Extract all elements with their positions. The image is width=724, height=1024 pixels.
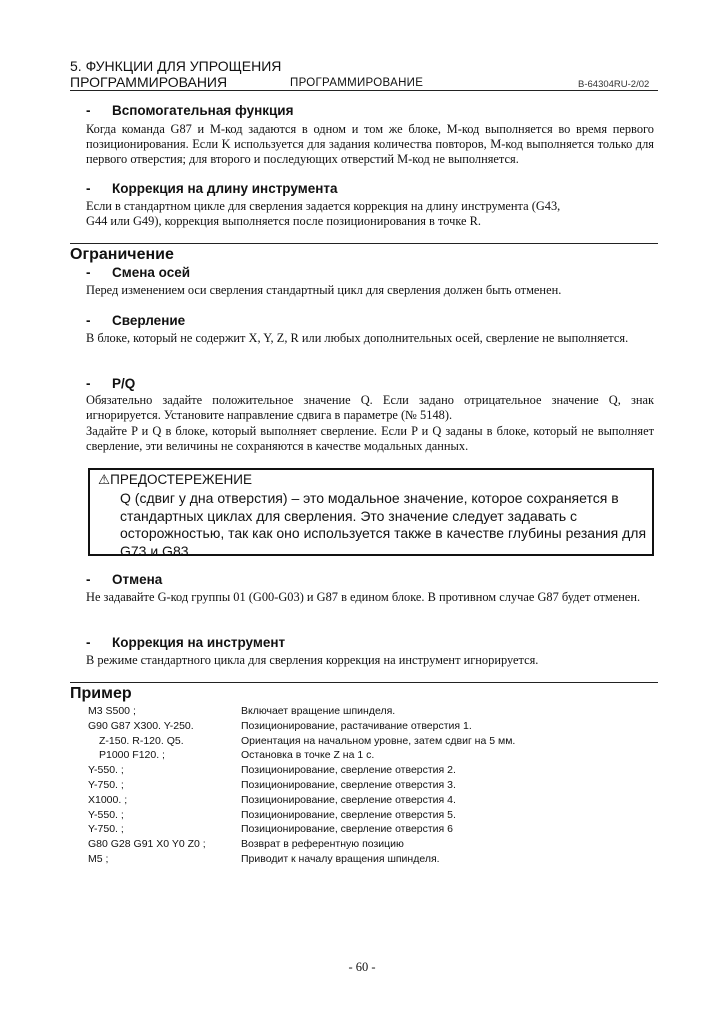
warning-triangle-icon: ⚠ — [98, 472, 111, 487]
header-divider — [70, 90, 658, 91]
drilling-text: В блоке, который не содержит X, Y, Z, R или любых дополнительных осей, сверление не выполняется. — [86, 331, 629, 345]
chapter-title — [70, 58, 281, 90]
section-header: ПРОГРАММИРОВАНИЕ — [290, 77, 424, 89]
axis-change-text: Перед изменением оси сверления стандартный цикл для сверления должен быть отменен. — [86, 283, 562, 297]
code-comment: Позиционирование, растачивание отверстия 1. — [241, 719, 472, 732]
code-line: Y-550. ; — [88, 764, 124, 777]
code-comment: Возврат в референтную позицию — [241, 838, 404, 851]
code-comment: Включает вращение шпинделя. — [241, 705, 396, 717]
code-line: G90 G87 X300. Y-250. — [88, 719, 194, 732]
pq-text-1: Обязательно задайте положительное значение Q. Если задано отрицательное значение Q, знак игнорируется. Установите направление сдвига в параметре (№ 5148). — [86, 393, 654, 422]
page-number: - 60 - — [348, 960, 376, 974]
chapter-title-line2: ПРОГРАММИРОВАНИЯ — [70, 74, 228, 90]
code-line: Y-550. ; — [88, 808, 124, 821]
code-line: Z-150. R-120. Q5. — [99, 734, 184, 747]
cancel-title: Отмена — [112, 572, 163, 587]
bullet-dash: - — [86, 265, 91, 280]
code-row — [88, 852, 588, 867]
code-row — [88, 778, 588, 793]
code-line: P1000 F120. ; — [99, 749, 165, 762]
aux-function-heading — [86, 103, 293, 118]
axis-change-title: Смена осей — [112, 265, 191, 280]
code-comment: Позиционирование, сверление отверстия 3. — [241, 778, 456, 791]
code-row — [88, 793, 588, 808]
bullet-dash: - — [86, 572, 91, 587]
code-row — [88, 822, 588, 837]
code-line: G80 G28 G91 X0 Y0 Z0 ; — [88, 838, 206, 851]
example-code-listing — [88, 704, 588, 867]
tool-length-heading — [86, 181, 337, 196]
drilling-title: Сверление — [112, 313, 186, 328]
drilling-heading — [86, 313, 185, 328]
aux-function-text: Когда команда G87 и M-код задаются в одном и том же блоке, M-код выполняется во время первого позиционирования. Если K используется для задания количества повторов, M-код выполняется только для первого отверстия; для второго и последующих отверстий M-код не выполняется. — [86, 122, 654, 166]
axis-change-heading — [86, 265, 190, 280]
pq-heading — [86, 376, 135, 391]
code-line: Y-750. ; — [88, 823, 124, 836]
bullet-dash: - — [86, 103, 91, 118]
caution-box — [88, 468, 654, 559]
caution-title: ПРЕДОСТЕРЕЖЕНИЕ — [110, 472, 252, 487]
code-row — [88, 704, 588, 719]
code-line: M3 S500 ; — [88, 705, 136, 717]
code-comment: Позиционирование, сверление отверстия 4. — [241, 793, 456, 806]
bullet-dash: - — [86, 635, 91, 650]
code-row — [88, 763, 588, 778]
bullet-dash: - — [86, 313, 91, 328]
bullet-dash: - — [86, 376, 91, 391]
cancel-text: Не задавайте G-код группы 01 (G00-G03) и G87 в едином блоке. В противном случае G87 будет отменен. — [86, 590, 641, 604]
code-row — [88, 748, 588, 763]
code-row — [88, 734, 588, 749]
code-row — [88, 808, 588, 823]
limitation-heading: Ограничение — [70, 246, 174, 263]
code-comment: Позиционирование, сверление отверстия 2. — [241, 764, 456, 777]
tool-comp-heading — [86, 635, 285, 650]
example-heading: Пример — [70, 685, 132, 702]
tool-length-text: Если в стандартном цикле для сверления задается коррекция на длину инструмента (G43, G44 или G49), коррекция выполняется после позиционирования в точке R. — [86, 199, 561, 228]
document-code: B-64304RU-2/02 — [578, 79, 650, 90]
tool-length-title: Коррекция на длину инструмента — [112, 181, 338, 196]
code-line: Y-750. ; — [88, 778, 124, 791]
bullet-dash: - — [86, 181, 91, 196]
chapter-title-line1: 5. ФУНКЦИИ ДЛЯ УПРОЩЕНИЯ — [70, 58, 282, 74]
pq-title: P/Q — [112, 376, 136, 391]
code-comment: Позиционирование, сверление отверстия 5. — [241, 808, 456, 821]
pq-text-2: Задайте P и Q в блоке, который выполняет сверление. Если P и Q заданы в блоке, который не выполняет сверление, эти величины не сохраняются в качестве модальных данных. — [86, 424, 654, 453]
section-divider — [70, 243, 658, 244]
code-line: M5 ; — [88, 852, 109, 865]
cancel-heading — [86, 572, 162, 587]
tool-comp-title: Коррекция на инструмент — [112, 635, 286, 650]
caution-header — [98, 472, 252, 488]
code-row — [88, 719, 588, 734]
code-comment: Позиционирование, сверление отверстия 6 — [241, 823, 453, 836]
aux-function-title: Вспомогательная функция — [112, 103, 294, 118]
code-row — [88, 837, 588, 852]
section-divider — [70, 682, 658, 683]
caution-text: Q (сдвиг у дна отверстия) – это модальное значение, которое сохраняется в стандартных циклах для сверления. Это значение следует задавать с осторожностью, так как оно используется также в качестве глубины резания для G73 и G83. — [120, 490, 647, 559]
code-comment: Приводит к началу вращения шпинделя. — [241, 852, 440, 865]
tool-comp-text: В режиме стандартного цикла для сверления коррекция на инструмент игнорируется. — [86, 653, 539, 667]
code-comment: Ориентация на начальном уровне, затем сдвиг на 5 мм. — [241, 734, 516, 747]
code-line: X1000. ; — [88, 793, 128, 806]
code-comment: Остановка в точке Z на 1 с. — [241, 749, 375, 762]
